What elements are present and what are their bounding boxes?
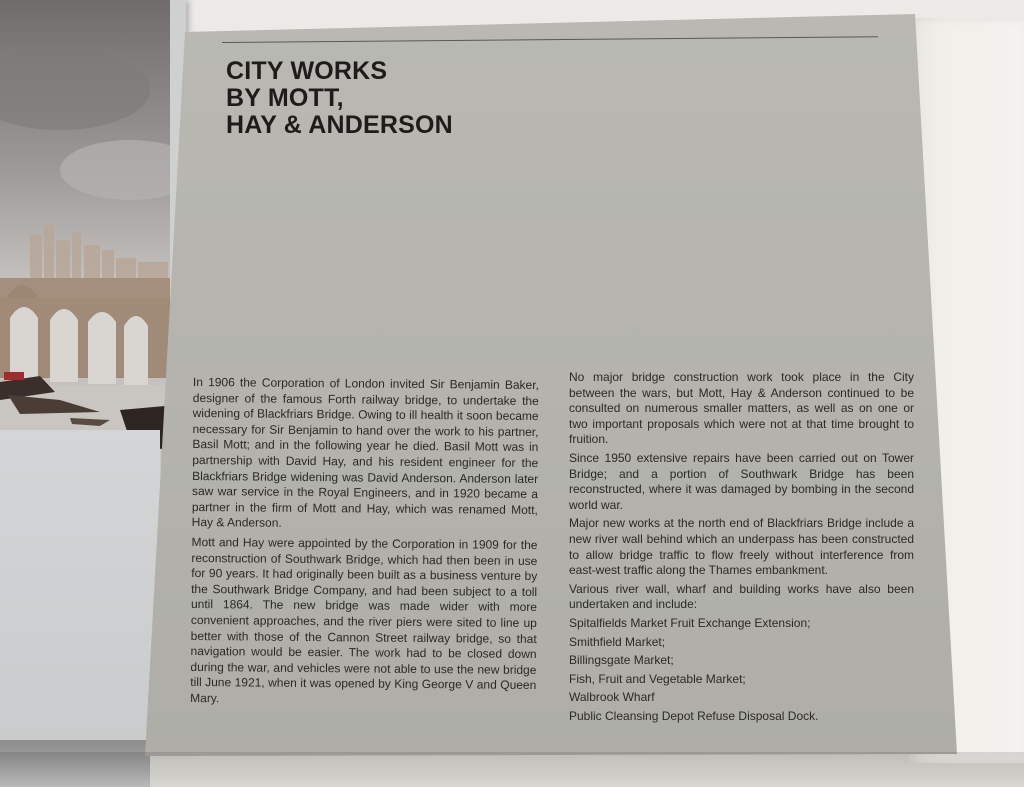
paragraph-major-works: Major new works at the north end of Blackfriars Bridge include a new river wall behind which an underpass has been constructed to allow bridge traffic to flow freely without interference from east-west traffic along the Thames embankment. xyxy=(569,516,914,578)
left-page-blank-area xyxy=(0,430,160,748)
thames-painting xyxy=(0,0,170,470)
page-shadow xyxy=(0,752,1024,787)
paragraph-blackfriars: In 1906 the Corporation of London invited Sir Benjamin Baker, designer of the famous Forth railway bridge, to undertake the widening of Blackfriars Bridge. Owing to ill health it soon became necessary for Sir Benjamin to hand over the work to his partner, Basil Mott; and in the following year he died. Basil Mott was in partnership with David Hay, and his resident engineer for the Blackfriars Bridge widening was David Anderson. Anderson later saw war service in the Royal Engineers, and in 1920 became a partner in the firm of Mott and Hay, which was renamed Mott, Hay & Anderson. xyxy=(191,375,539,531)
title-line-3: HAY & ANDERSON xyxy=(226,111,453,139)
paragraph-various-works: Various river wall, wharf and building works have also been undertaken and include: xyxy=(569,581,914,612)
left-text-column xyxy=(190,375,539,713)
list-item: Walbrook Wharf xyxy=(569,690,655,705)
paragraph-between-wars: No major bridge construction work took place in the City between the wars, but Mott, Hay & Anderson continued to be consulted on numerous smaller matters, as well as on one or two important proposals which were not at that time brought to fruition. xyxy=(569,370,914,447)
works-list xyxy=(569,616,914,725)
list-item: Billingsgate Market; xyxy=(569,653,674,668)
title-line-1: CITY WORKS xyxy=(226,57,388,85)
list-item: Fish, Fruit and Vegetable Market; xyxy=(569,671,746,686)
right-text-column xyxy=(569,370,914,727)
title-line-2: BY MOTT, xyxy=(226,84,344,112)
paragraph-southwark: Mott and Hay were appointed by the Corporation in 1909 for the reconstruction of Southwark Bridge, which had then been in use for 90 years. It had originally been built as a business venture by the Southwark Bridge Company, and had been subject to a toll until 1864. The new bridge was made wider with more convenient approaches, and the river piers were sited to line up better with those of the Cannon Street railway bridge, so that navigation would be easier. The work had to be closed down during the war, and vehicles were not able to use the new bridge till June 1921, when it was opened by King George V and Queen Mary. xyxy=(190,534,538,706)
list-item: Smithfield Market; xyxy=(569,634,666,649)
page-title xyxy=(226,58,453,139)
paragraph-since-1950: Since 1950 extensive repairs have been carried out on Tower Bridge; and a portion of Southwark Bridge has been reconstructed, where it was damaged by bombing in the second world war. xyxy=(569,450,914,512)
list-item: Spitalfields Market Fruit Exchange Extension; xyxy=(569,615,811,630)
list-item: Public Cleansing Depot Refuse Disposal Dock. xyxy=(569,708,819,723)
